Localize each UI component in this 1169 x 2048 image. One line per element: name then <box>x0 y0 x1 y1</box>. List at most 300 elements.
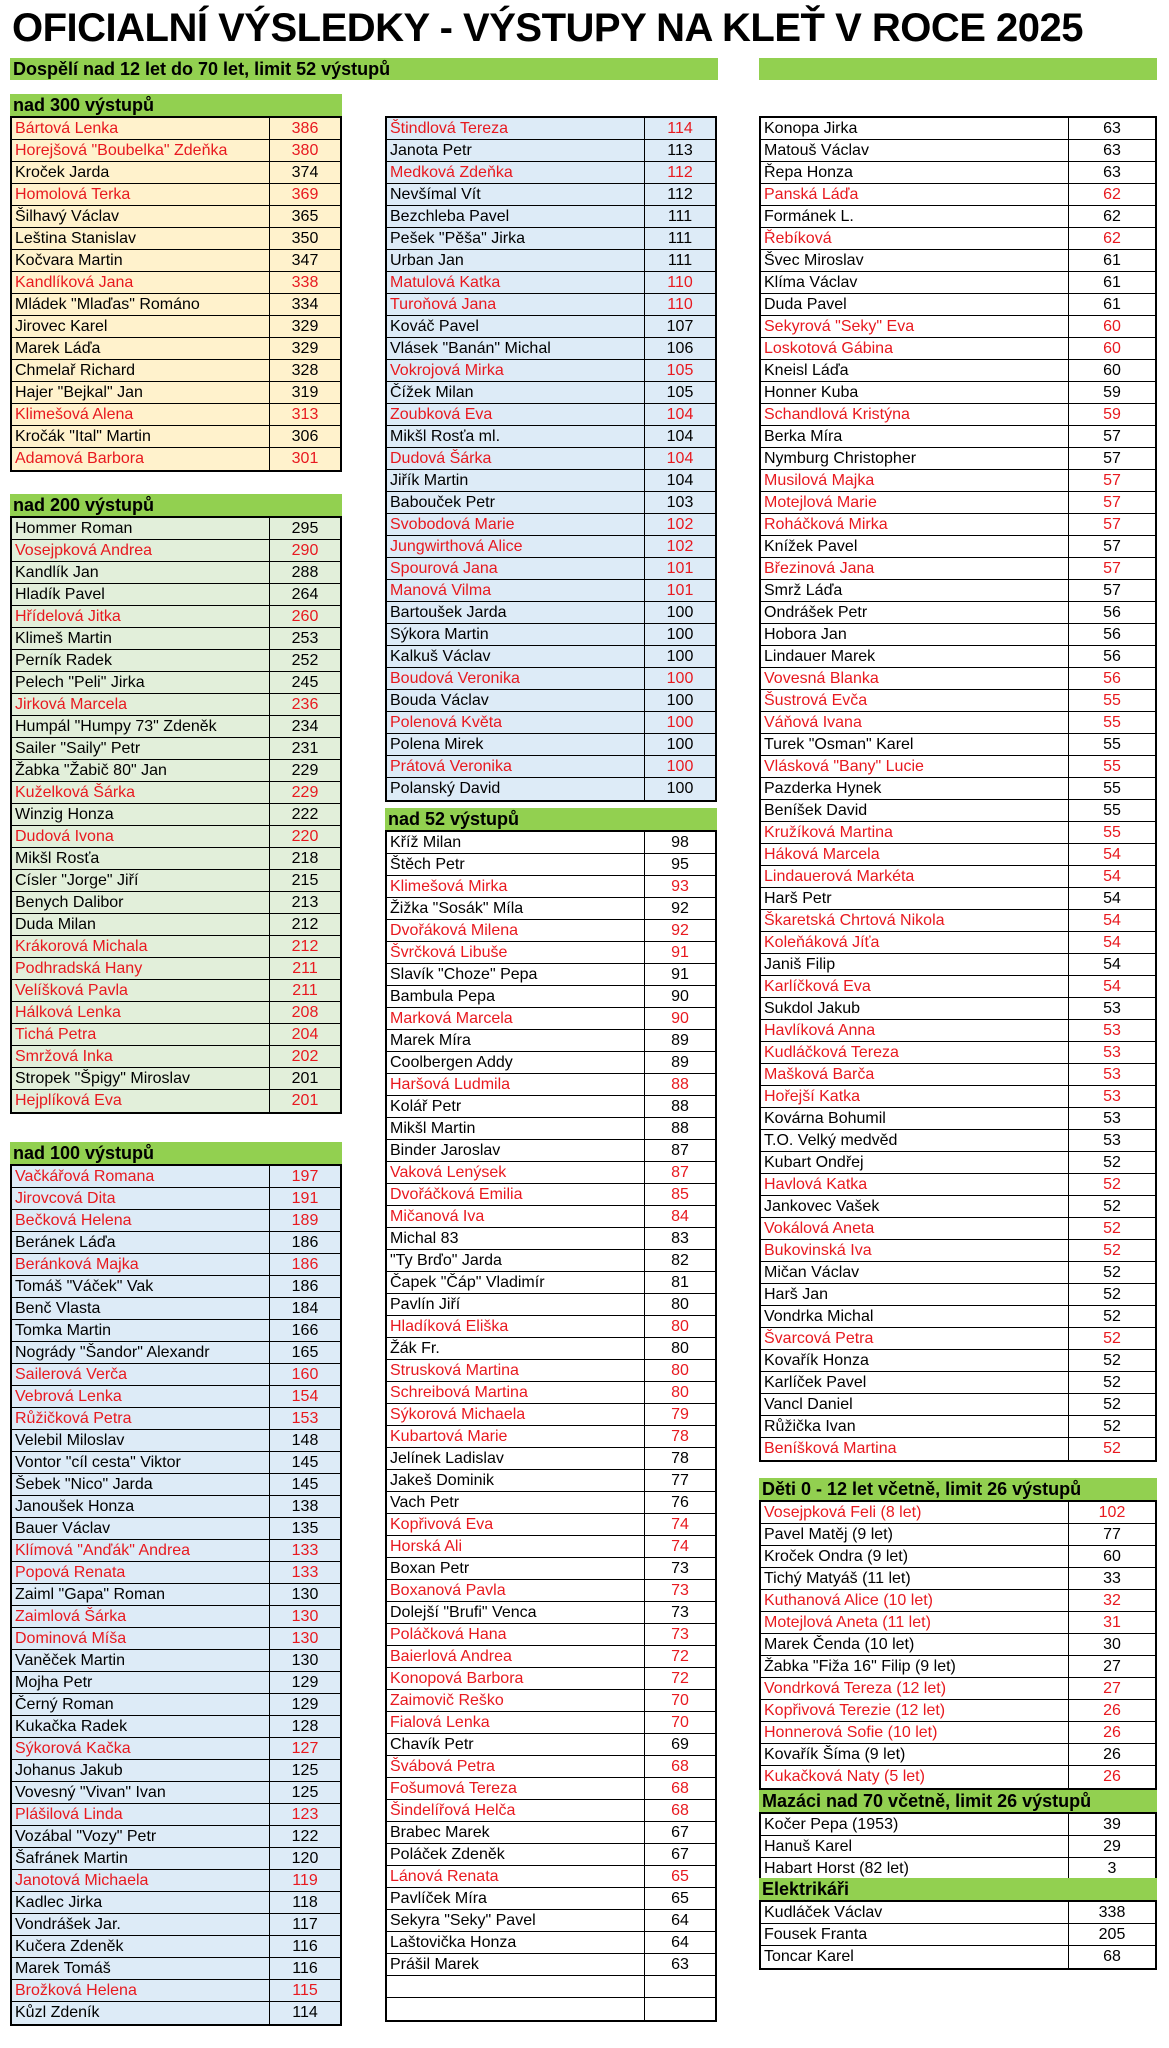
table-row <box>12 360 340 382</box>
ascent-count: 73 <box>671 1582 689 1599</box>
table-row <box>387 1800 715 1822</box>
ascent-count: 112 <box>667 164 693 181</box>
ascent-count: 78 <box>671 1450 689 1467</box>
participant-name: Kovárna Bohumil <box>761 1108 1069 1129</box>
participant-name: Humpál "Humpy 73" Zdeněk <box>12 716 270 737</box>
table-row <box>12 1298 340 1320</box>
participant-name: Dudová Ivona <box>12 826 270 847</box>
table-row <box>761 118 1155 140</box>
table-row <box>12 1430 340 1452</box>
table-row <box>12 1166 340 1188</box>
table-row <box>387 1932 715 1954</box>
table-row <box>12 628 340 650</box>
ascent-count: 104 <box>666 450 694 467</box>
ascent-count: 100 <box>666 780 694 797</box>
participant-name: Bauer Václav <box>12 1518 270 1539</box>
table-row <box>12 184 340 206</box>
ascent-count: 68 <box>671 1780 689 1797</box>
participant-name: Hladík Pavel <box>12 584 270 605</box>
section-kids-header: Děti 0 - 12 let včetně, limit 26 výstupů <box>759 1478 1157 1500</box>
ascent-count: 104 <box>666 472 694 489</box>
participant-name: Panská Láďa <box>761 184 1069 205</box>
blank-header-bar <box>759 58 1157 80</box>
ascent-count: 338 <box>1098 1904 1126 1921</box>
table-row <box>12 958 340 980</box>
table-row <box>12 316 340 338</box>
ascent-count: 54 <box>1103 978 1121 995</box>
participant-name: Toncar Karel <box>761 1946 1069 1968</box>
table-row <box>387 734 715 756</box>
ascent-count: 220 <box>291 828 319 845</box>
participant-name: Hobora Jan <box>761 624 1069 645</box>
participant-name: Kudláček Václav <box>761 1902 1069 1923</box>
participant-name: Motejlová Aneta (11 let) <box>761 1612 1069 1633</box>
table-row <box>761 1240 1155 1262</box>
participant-name: Mašková Barča <box>761 1064 1069 1085</box>
table-row <box>387 1272 715 1294</box>
participant-name: Kočer Pepa (1953) <box>761 1814 1069 1835</box>
ascent-count: 347 <box>291 252 319 269</box>
table-row <box>387 756 715 778</box>
table-row <box>761 976 1155 998</box>
table-row <box>387 1008 715 1030</box>
table-row <box>387 778 715 800</box>
participant-name: Johanus Jakub <box>12 1760 270 1781</box>
ascent-count: 117 <box>292 1916 318 1933</box>
participant-name: Řepa Honza <box>761 162 1069 183</box>
table-row <box>12 694 340 716</box>
ascent-count: 67 <box>671 1846 689 1863</box>
participant-name: Vozábal "Vozy" Petr <box>12 1826 270 1847</box>
ascent-count: 313 <box>291 406 319 423</box>
ascent-count: 65 <box>671 1890 689 1907</box>
participant-name: Strusková Martina <box>387 1360 645 1381</box>
ascent-count: 57 <box>1103 494 1121 511</box>
ascent-count: 129 <box>291 1674 319 1691</box>
table-row <box>387 272 715 294</box>
section-over-200-header: nad 200 výstupů <box>10 494 342 516</box>
ascent-count: 79 <box>671 1406 689 1423</box>
participant-name: Mojha Petr <box>12 1672 270 1693</box>
table-row <box>12 1386 340 1408</box>
ascent-count: 229 <box>291 784 319 801</box>
participant-name: Marek Čenda (10 let) <box>761 1634 1069 1655</box>
table-row <box>387 558 715 580</box>
participant-name: Švrčková Libuše <box>387 942 645 963</box>
ascent-count: 57 <box>1103 450 1121 467</box>
table-row <box>12 1584 340 1606</box>
participant-name: Březinová Jana <box>761 558 1069 579</box>
ascent-count: 204 <box>291 1026 319 1043</box>
participant-name: Šindelířová Helča <box>387 1800 645 1821</box>
participant-name: Váňová Ivana <box>761 712 1069 733</box>
participant-name: Fousek Franta <box>761 1924 1069 1945</box>
ascent-count: 329 <box>291 340 319 357</box>
participant-name: Perník Radek <box>12 650 270 671</box>
participant-name: Habart Horst (82 let) <box>761 1858 1069 1880</box>
table-row <box>12 1090 340 1112</box>
table-row <box>761 1568 1155 1590</box>
participant-name: Štěch Petr <box>387 854 645 875</box>
participant-name: Jirovcová Dita <box>12 1188 270 1209</box>
table-row <box>761 470 1155 492</box>
ascent-count: 63 <box>1103 120 1121 137</box>
ascent-count: 116 <box>292 1938 318 1955</box>
table-row <box>387 1602 715 1624</box>
table-row <box>387 184 715 206</box>
ascent-count: 264 <box>291 586 319 603</box>
ascent-count: 350 <box>291 230 319 247</box>
ascent-count: 65 <box>671 1868 689 1885</box>
table-row <box>387 404 715 426</box>
ascent-count: 105 <box>666 384 694 401</box>
ascent-count: 127 <box>291 1740 319 1757</box>
participant-name: Kukačka Radek <box>12 1716 270 1737</box>
participant-name: Prášil Marek <box>387 1954 645 1975</box>
table-row <box>12 1342 340 1364</box>
table-row <box>761 1394 1155 1416</box>
table-row <box>761 514 1155 536</box>
table-row <box>12 1002 340 1024</box>
table-row <box>387 1250 715 1272</box>
ascent-count: 68 <box>1103 1948 1121 1965</box>
ascent-count: 52 <box>1103 1242 1121 1259</box>
table-row <box>387 668 715 690</box>
table-row <box>761 1678 1155 1700</box>
ascent-count: 113 <box>667 142 693 159</box>
table-row <box>387 942 715 964</box>
ascent-count: 56 <box>1103 670 1121 687</box>
ascent-count: 118 <box>292 1894 318 1911</box>
ascent-count: 73 <box>671 1626 689 1643</box>
participant-name: Loskotová Gábina <box>761 338 1069 359</box>
ascent-count: 95 <box>671 856 689 873</box>
participant-name: Císler "Jorge" Jiří <box>12 870 270 891</box>
participant-name: Pavlín Jiří <box>387 1294 645 1315</box>
ascent-count: 62 <box>1103 230 1121 247</box>
ascent-count: 234 <box>291 718 319 735</box>
table-row <box>761 558 1155 580</box>
ascent-count: 105 <box>666 362 694 379</box>
participant-name: Dvořáková Milena <box>387 920 645 941</box>
participant-name: Havlíková Anna <box>761 1020 1069 1041</box>
participant-name: Velíšková Pavla <box>12 980 270 1001</box>
participant-name: Svobodová Marie <box>387 514 645 535</box>
participant-name: Kočvara Martin <box>12 250 270 271</box>
ascent-count: 80 <box>671 1296 689 1313</box>
ascent-count: 90 <box>671 1010 689 1027</box>
table-row <box>761 1700 1155 1722</box>
participant-name: Kadlec Jirka <box>12 1892 270 1913</box>
ascent-count: 236 <box>291 696 319 713</box>
table-row <box>387 690 715 712</box>
ascent-count: 60 <box>1103 340 1121 357</box>
participant-name: Tichý Matyáš (11 let) <box>761 1568 1069 1589</box>
table-row <box>761 602 1155 624</box>
participant-name: Bukovinská Iva <box>761 1240 1069 1261</box>
ascent-count: 61 <box>1103 274 1121 291</box>
ascent-count: 67 <box>671 1824 689 1841</box>
participant-name: Klimešová Mirka <box>387 876 645 897</box>
ascent-count: 54 <box>1103 890 1121 907</box>
ascent-count: 72 <box>671 1670 689 1687</box>
ascent-count: 114 <box>292 2004 318 2021</box>
participant-name: Vovesná Blanka <box>761 668 1069 689</box>
participant-name: Pavlíček Míra <box>387 1888 645 1909</box>
participant-name: Turek "Osman" Karel <box>761 734 1069 755</box>
ascent-count: 101 <box>666 560 694 577</box>
participant-name: Sukdol Jakub <box>761 998 1069 1019</box>
participant-name: Motejlová Marie <box>761 492 1069 513</box>
table-row <box>761 1284 1155 1306</box>
table-row <box>12 1804 340 1826</box>
table-row <box>12 426 340 448</box>
table-row <box>387 1734 715 1756</box>
ascent-count: 133 <box>291 1542 319 1559</box>
table-row <box>387 1976 715 1998</box>
table-row <box>12 540 340 562</box>
participant-name: Vaněček Martin <box>12 1650 270 1671</box>
ascent-count: 26 <box>1103 1746 1121 1763</box>
table-row <box>12 1848 340 1870</box>
table-row <box>387 832 715 854</box>
ascent-count: 100 <box>666 692 694 709</box>
ascent-count: 328 <box>291 362 319 379</box>
participant-name: Vach Petr <box>387 1492 645 1513</box>
ascent-count: 57 <box>1103 472 1121 489</box>
table-row <box>12 1068 340 1090</box>
section-electric-header: Elektrikáři <box>759 1878 1157 1900</box>
ascent-count: 245 <box>291 674 319 691</box>
participant-name: Jirovec Karel <box>12 316 270 337</box>
table-row <box>12 1606 340 1628</box>
participant-name: T.O. Velký medvěd <box>761 1130 1069 1151</box>
ascent-count: 319 <box>291 384 319 401</box>
participant-name: Kovařík Honza <box>761 1350 1069 1371</box>
ascent-count: 90 <box>671 988 689 1005</box>
ascent-count: 202 <box>291 1048 319 1065</box>
participant-name: Hladíková Eliška <box>387 1316 645 1337</box>
table-row <box>761 536 1155 558</box>
participant-name: Jirková Marcela <box>12 694 270 715</box>
ascent-count: 374 <box>291 164 319 181</box>
participant-name: Duda Pavel <box>761 294 1069 315</box>
participant-name: Kružíková Martina <box>761 822 1069 843</box>
ascent-count: 329 <box>291 318 319 335</box>
participant-name: Winzig Honza <box>12 804 270 825</box>
participant-name: Škaretská Chrtová Nikola <box>761 910 1069 931</box>
table-over-200 <box>10 516 342 1114</box>
table-row <box>12 338 340 360</box>
section-over-300-header: nad 300 výstupů <box>10 94 342 116</box>
participant-name: Stropek "Špigy" Miroslav <box>12 1068 270 1089</box>
ascent-count: 290 <box>291 542 319 559</box>
participant-name: Binder Jaroslav <box>387 1140 645 1161</box>
table-row <box>761 1902 1155 1924</box>
table-row <box>761 1502 1155 1524</box>
table-row <box>761 1306 1155 1328</box>
table-row <box>387 1140 715 1162</box>
table-row <box>387 1162 715 1184</box>
table-row <box>387 1866 715 1888</box>
participant-name: Řebíková <box>761 228 1069 249</box>
participant-name: Boxan Petr <box>387 1558 645 1579</box>
ascent-count: 56 <box>1103 648 1121 665</box>
table-row <box>387 1074 715 1096</box>
ascent-count: 55 <box>1103 802 1121 819</box>
table-row <box>761 1744 1155 1766</box>
ascent-count: 125 <box>291 1762 319 1779</box>
table-row <box>387 1580 715 1602</box>
participant-name: Lindauer Marek <box>761 646 1069 667</box>
ascent-count: 253 <box>291 630 319 647</box>
participant-name: Benč Vlasta <box>12 1298 270 1319</box>
ascent-count: 107 <box>666 318 694 335</box>
participant-name <box>387 1998 645 2020</box>
table-row <box>12 738 340 760</box>
participant-name: Mládek "Mlaďas" Románo <box>12 294 270 315</box>
participant-name: Žabka "Fiža 16" Filip (9 let) <box>761 1656 1069 1677</box>
ascent-count: 288 <box>291 564 319 581</box>
table-row <box>387 1118 715 1140</box>
table-row <box>761 382 1155 404</box>
participant-name: Horejšová "Boubelka" Zdeňka <box>12 140 270 161</box>
table-row <box>761 1590 1155 1612</box>
table-row <box>12 1320 340 1342</box>
ascent-count: 93 <box>671 878 689 895</box>
table-row <box>387 1910 715 1932</box>
ascent-count: 145 <box>291 1454 319 1471</box>
table-row <box>12 206 340 228</box>
participant-name: Janota Petr <box>387 140 645 161</box>
table-row <box>761 1042 1155 1064</box>
participant-name: Marek Láďa <box>12 338 270 359</box>
ascent-count: 52 <box>1103 1220 1121 1237</box>
table-row <box>387 1096 715 1118</box>
participant-name: Kuthanová Alice (10 let) <box>761 1590 1069 1611</box>
ascent-count: 26 <box>1103 1768 1121 1785</box>
table-row <box>12 1232 340 1254</box>
table-row <box>761 1858 1155 1880</box>
participant-name: Janiš Filip <box>761 954 1069 975</box>
table-row <box>387 1052 715 1074</box>
table-row <box>387 1404 715 1426</box>
ascent-count: 55 <box>1103 714 1121 731</box>
table-row <box>387 1558 715 1580</box>
ascent-count: 77 <box>1103 1526 1121 1543</box>
ascent-count: 138 <box>291 1498 319 1515</box>
table-row <box>387 1690 715 1712</box>
table-row <box>761 1152 1155 1174</box>
ascent-count: 87 <box>671 1142 689 1159</box>
table-row <box>12 1046 340 1068</box>
ascent-count: 80 <box>671 1318 689 1335</box>
participant-name: Vosejpková Andrea <box>12 540 270 561</box>
table-row <box>387 1888 715 1910</box>
ascent-count: 130 <box>291 1608 319 1625</box>
participant-name: Bezchleba Pavel <box>387 206 645 227</box>
participant-name: Vosejpková Feli (8 let) <box>761 1502 1069 1523</box>
participant-name: Kalkuš Václav <box>387 646 645 667</box>
table-row <box>12 1452 340 1474</box>
ascent-count: 64 <box>671 1912 689 1929</box>
table-row <box>387 536 715 558</box>
table-row <box>761 162 1155 184</box>
table-over-100-middle <box>385 116 717 802</box>
ascent-count: 52 <box>1103 1198 1121 1215</box>
ascent-count: 154 <box>291 1388 319 1405</box>
participant-name: Harš Petr <box>761 888 1069 909</box>
ascent-count: 130 <box>291 1586 319 1603</box>
ascent-count: 184 <box>291 1300 319 1317</box>
ascent-count: 104 <box>666 428 694 445</box>
ascent-count: 52 <box>1103 1176 1121 1193</box>
participant-name: Dudová Šárka <box>387 448 645 469</box>
participant-name: Nevšímal Vít <box>387 184 645 205</box>
participant-name: Urban Jan <box>387 250 645 271</box>
ascent-count: 189 <box>291 1212 319 1229</box>
participant-name: Kubart Ondřej <box>761 1152 1069 1173</box>
table-row <box>761 184 1155 206</box>
table-row <box>12 936 340 958</box>
ascent-count: 52 <box>1103 1154 1121 1171</box>
participant-name: Zaimovič Reško <box>387 1690 645 1711</box>
ascent-count: 52 <box>1103 1264 1121 1281</box>
ascent-count: 53 <box>1103 1022 1121 1039</box>
table-row <box>12 1914 340 1936</box>
participant-name: Hajer "Bejkal" Jan <box>12 382 270 403</box>
table-row <box>761 1766 1155 1788</box>
table-row <box>761 1130 1155 1152</box>
participant-name: Fošumová Tereza <box>387 1778 645 1799</box>
ascent-count: 111 <box>667 252 693 269</box>
participant-name: Beránková Majka <box>12 1254 270 1275</box>
ascent-count: 32 <box>1103 1592 1121 1609</box>
table-over-100-left <box>10 1164 342 2026</box>
table-row <box>761 954 1155 976</box>
ascent-count: 211 <box>292 960 318 977</box>
table-row <box>761 1350 1155 1372</box>
table-row <box>761 712 1155 734</box>
ascent-count: 106 <box>666 340 694 357</box>
ascent-count: 3 <box>1107 1860 1117 1877</box>
table-row <box>761 1196 1155 1218</box>
participant-name: Mičanová Iva <box>387 1206 645 1227</box>
ascent-count: 52 <box>1103 1418 1121 1435</box>
table-row <box>387 624 715 646</box>
ascent-count: 165 <box>291 1344 319 1361</box>
table-row <box>761 734 1155 756</box>
ascent-count: 73 <box>671 1560 689 1577</box>
ascent-count: 301 <box>291 450 319 467</box>
section-over-100-header: nad 100 výstupů <box>10 1142 342 1164</box>
ascent-count: 135 <box>291 1520 319 1537</box>
participant-name: Vlásek "Banán" Michal <box>387 338 645 359</box>
table-row <box>12 1024 340 1046</box>
participant-name: Bartoušek Jarda <box>387 602 645 623</box>
participant-name: Jiřík Martin <box>387 470 645 491</box>
table-row <box>387 1954 715 1976</box>
participant-name: Vovesný "Vivan" Ivan <box>12 1782 270 1803</box>
ascent-count: 88 <box>671 1076 689 1093</box>
participant-name: Musilová Majka <box>761 470 1069 491</box>
ascent-count: 88 <box>671 1120 689 1137</box>
participant-name: Harš Jan <box>761 1284 1069 1305</box>
ascent-count: 56 <box>1103 604 1121 621</box>
participant-name: Marek Tomáš <box>12 1958 270 1979</box>
table-row <box>761 1438 1155 1460</box>
participant-name: Zaimlová Šárka <box>12 1606 270 1627</box>
